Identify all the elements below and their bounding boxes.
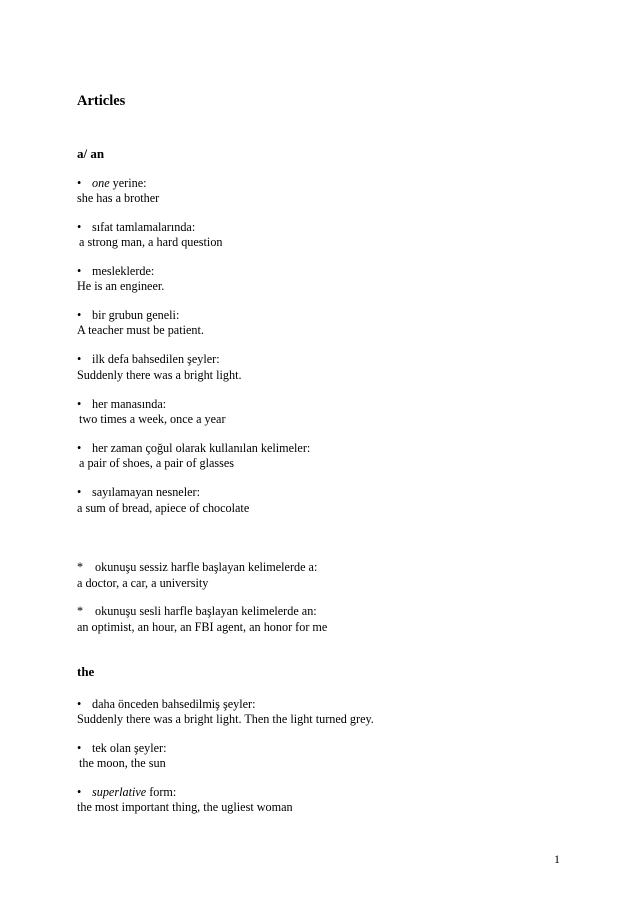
bullet-item xyxy=(77,741,166,756)
bullet-label: form: xyxy=(146,785,177,799)
bullet-item xyxy=(77,441,310,456)
asterisk-icon: * xyxy=(77,604,84,618)
bullet-item xyxy=(77,352,220,367)
bullet-icon: • xyxy=(77,785,82,799)
example-text: two times a week, once a year xyxy=(79,412,226,426)
bullet-label: sayılamayan nesneler: xyxy=(92,485,200,499)
bullet-item xyxy=(77,785,176,800)
bullet-item xyxy=(77,176,147,191)
page-number: 1 xyxy=(554,852,560,866)
example-text: a doctor, a car, a university xyxy=(77,576,209,590)
example-text: Suddenly there was a bright light. Then the light turned grey. xyxy=(77,712,374,726)
bullet-label: her zaman çoğul olarak kullanılan kelimeler: xyxy=(92,441,311,455)
example-text: an optimist, an hour, an FBI agent, an honor for me xyxy=(77,620,328,634)
bullet-label: her manasında: xyxy=(92,397,167,411)
bullet-label-emphasis: superlative xyxy=(92,785,147,799)
bullet-icon: • xyxy=(77,741,82,755)
bullet-item xyxy=(77,397,166,412)
example-text: the most important thing, the ugliest woman xyxy=(77,800,293,814)
bullet-label: yerine: xyxy=(109,176,147,190)
bullet-label-emphasis: one xyxy=(92,176,110,190)
bullet-icon: • xyxy=(77,397,82,411)
bullet-icon: • xyxy=(77,308,82,322)
bullet-icon: • xyxy=(77,485,82,499)
bullet-icon: • xyxy=(77,697,82,711)
bullet-label: sıfat tamlamalarında: xyxy=(92,220,196,234)
bullet-icon: • xyxy=(77,352,82,366)
bullet-item xyxy=(77,264,154,279)
example-text: a strong man, a hard question xyxy=(79,235,223,249)
note-text: okunuşu sessiz harfle başlayan kelimelerde a: xyxy=(95,560,318,574)
example-text: A teacher must be patient. xyxy=(77,323,204,337)
bullet-icon: • xyxy=(77,441,82,455)
page-title: Articles xyxy=(77,93,126,109)
asterisk-icon: * xyxy=(77,560,84,574)
example-text: a sum of bread, apiece of chocolate xyxy=(77,501,250,515)
example-text: the moon, the sun xyxy=(79,756,166,770)
bullet-icon: • xyxy=(77,176,82,190)
section-heading-a-an: a/ an xyxy=(77,146,105,161)
bullet-item xyxy=(77,485,200,500)
example-text: Suddenly there was a bright light. xyxy=(77,368,242,382)
bullet-item xyxy=(77,220,195,235)
note-item xyxy=(77,560,317,575)
bullet-label: bir grubun geneli: xyxy=(92,308,180,322)
bullet-label: mesleklerde: xyxy=(92,264,155,278)
example-text: He is an engineer. xyxy=(77,279,165,293)
note-item xyxy=(77,604,317,619)
bullet-icon: • xyxy=(77,220,82,234)
bullet-item xyxy=(77,308,179,323)
bullet-label: ilk defa bahsedilen şeyler: xyxy=(92,352,220,366)
example-text: a pair of shoes, a pair of glasses xyxy=(79,456,235,470)
bullet-item xyxy=(77,697,255,712)
bullet-label: tek olan şeyler: xyxy=(92,741,167,755)
example-text: she has a brother xyxy=(77,191,160,205)
section-heading-the: the xyxy=(77,664,95,679)
bullet-label: daha önceden bahsedilmiş şeyler: xyxy=(92,697,256,711)
bullet-icon: • xyxy=(77,264,82,278)
note-text: okunuşu sesli harfle başlayan kelimelerde an: xyxy=(95,604,317,618)
